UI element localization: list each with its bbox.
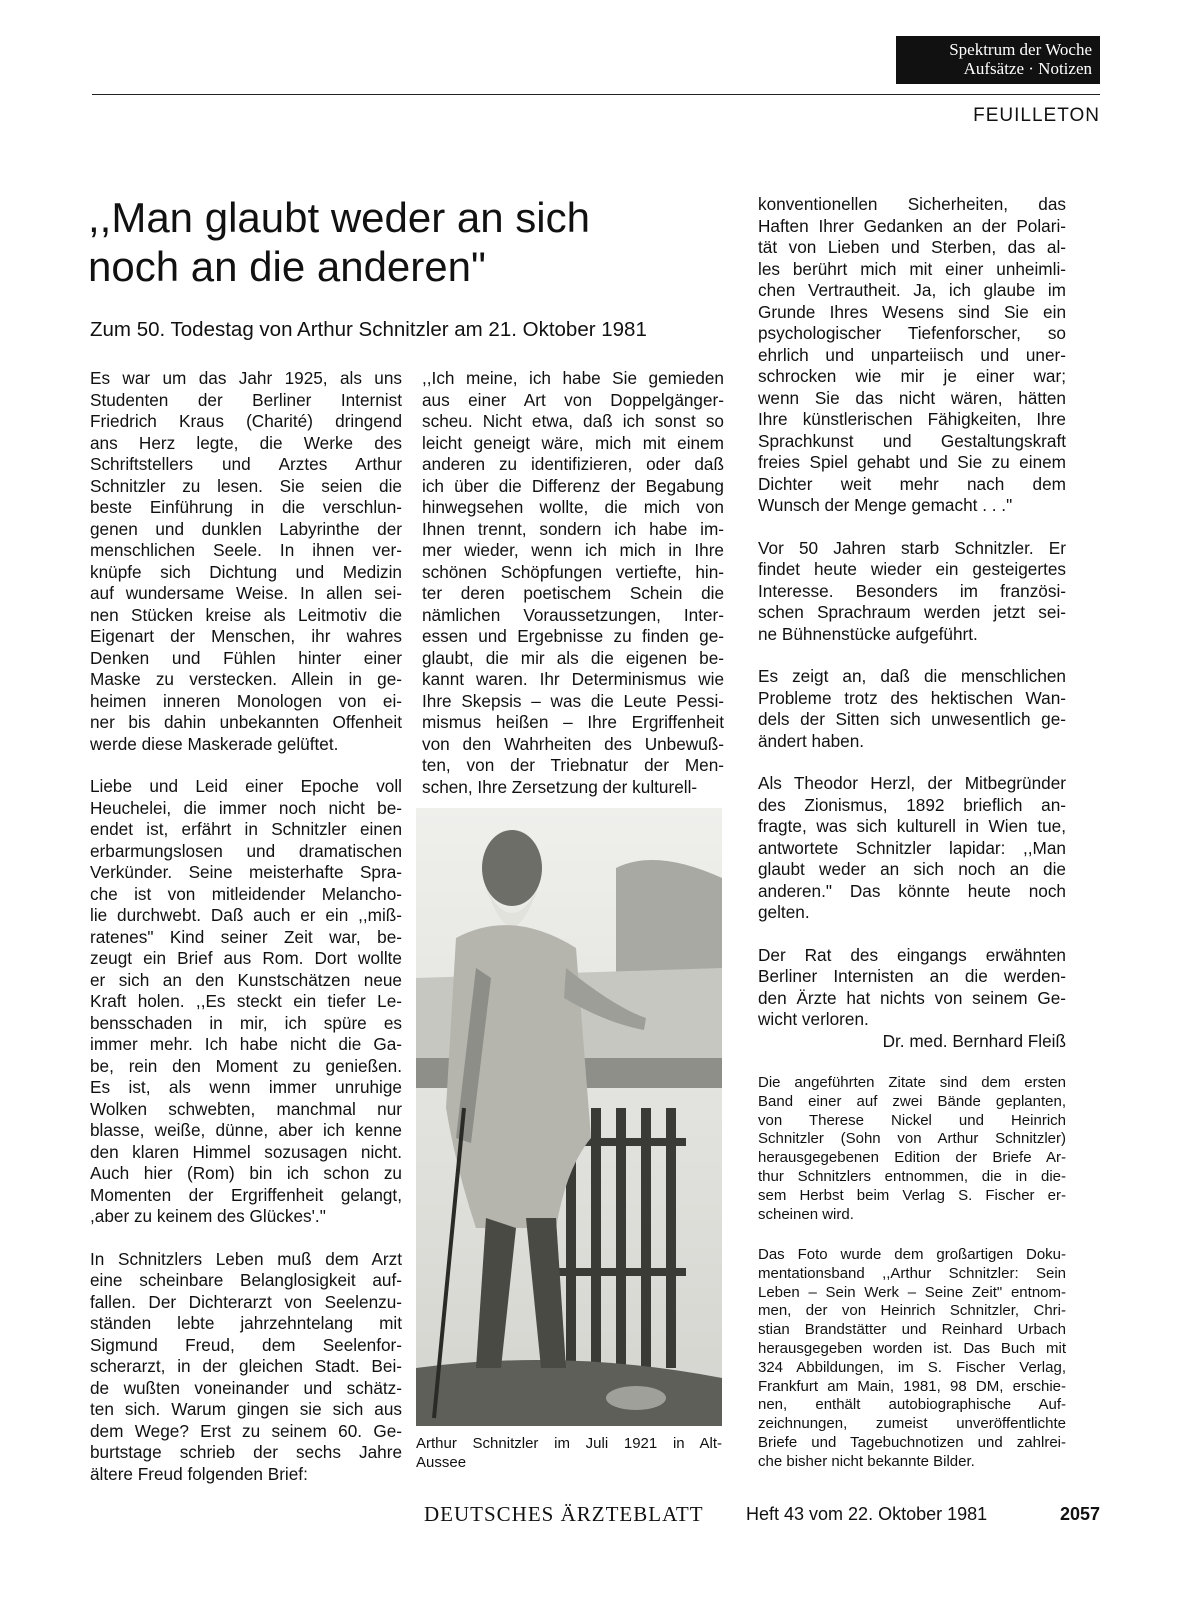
- text-line: Haften Ihrer Gedanken an der Polari-: [758, 215, 1066, 236]
- text-line: ehrlich und unparteiisch und uner-: [758, 344, 1066, 365]
- header-rule: [92, 94, 1100, 95]
- text-column-3: [758, 194, 1066, 1052]
- text-line: Der Rat des eingangs erwähnten: [758, 944, 1066, 965]
- text-line: mer wieder, wenn ich mich in Ihre: [422, 540, 724, 560]
- text-column-1: [90, 368, 402, 1485]
- text-line: kannt waren. Ihr Determinismus wie: [422, 669, 724, 689]
- text-line: zeichnungen, zumeist unveröffentlichte: [758, 1415, 1066, 1433]
- text-line: zeugt ein Brief aus Rom. Dort wollte: [90, 948, 402, 968]
- text-line: ner bis dahin unbekannten Offenheit: [90, 712, 402, 732]
- footnote-photo: [758, 1246, 1066, 1472]
- text-line: fragte, was sich kulturell in Wien tue,: [758, 816, 1066, 836]
- text-line: immer mehr. Ich habe nicht die Ga-: [90, 1034, 402, 1054]
- text-line: menschlichen Seele. In ihnen ver-: [90, 540, 402, 560]
- text-line: schönen Schöpfungen vertiefte, hin-: [422, 561, 724, 582]
- text-line: chen Vertrautheit. Ja, ich glaube im: [758, 280, 1066, 300]
- paragraph-gap: [90, 1228, 402, 1249]
- text-line: nen Stücken kreise als Leitmotiv die: [90, 604, 402, 625]
- footnote-quotes: [758, 1074, 1066, 1224]
- text-line: knüpfe sich Dichtung und Medizin: [90, 561, 402, 582]
- paragraph-gap: [758, 752, 1066, 773]
- text-line: Sprachkunst und Gestaltungskraft: [758, 430, 1066, 451]
- text-line: Eigenart der Menschen, ihr wahres: [90, 626, 402, 646]
- text-line: beste Einführung in die verschlun-: [90, 497, 402, 517]
- text-line: ,aber zu keinem des Glückes'.": [90, 1206, 326, 1226]
- text-line: werde diese Maskerade gelüftet.: [90, 733, 339, 754]
- text-line: nämlichen Voraussetzungen, Inter-: [422, 604, 724, 625]
- text-line: herausgegebenen Edition der Briefe Ar-: [758, 1149, 1066, 1167]
- text-line: Vor 50 Jahren starb Schnitzler. Er: [758, 537, 1066, 558]
- title-line-2: noch an die anderen": [88, 243, 486, 290]
- text-line: Dichter weit mehr nach dem: [758, 473, 1066, 494]
- paragraph-gap: [90, 755, 402, 776]
- text-line: Berliner Internisten an die werden-: [758, 966, 1066, 986]
- text-line: sem Herbst beim Verlag S. Fischer er-: [758, 1186, 1066, 1204]
- text-line: stian Brandstätter und Reinhard Urbach: [758, 1321, 1066, 1339]
- text-line: dels der Sitten sich unwesentlich ge-: [758, 709, 1066, 729]
- text-line: von den Wahrheiten des Unbewuß-: [422, 733, 724, 754]
- text-line: den Ärzte hat nichts von seinem Ge-: [758, 987, 1066, 1008]
- text-line: Aussee: [416, 1454, 467, 1471]
- text-line: Schriftstellers und Arztes Arthur: [90, 454, 402, 474]
- text-line: Arthur Schnitzler im Juli 1921 in Alt-: [416, 1435, 722, 1452]
- text-line: wenn Sie das nicht wären, hätten: [758, 387, 1066, 408]
- portrait-illustration: [416, 808, 722, 1426]
- text-line: scheu. Nicht etwa, daß ich sonst so: [422, 411, 724, 431]
- text-line: Ihnen trennt, sondern ich habe im-: [422, 518, 724, 539]
- paragraph-gap: [758, 924, 1066, 945]
- text-line: lie durchwebt. Daß auch er ein ,,miß-: [90, 905, 402, 925]
- text-line: Das Foto wurde dem großartigen Doku-: [758, 1246, 1066, 1263]
- text-line: les berührt mich mit einer unheimli-: [758, 258, 1066, 279]
- paragraph-gap: [758, 645, 1066, 666]
- text-line: Auch hier (Rom) bin ich schon zu: [90, 1163, 402, 1183]
- text-line: schen, Ihre Zersetzung der kulturell-: [422, 776, 698, 797]
- text-line: fallen. Der Dichterarzt von Seelenzu-: [90, 1291, 402, 1312]
- text-line: findet heute wieder ein gesteigertes: [758, 559, 1066, 579]
- article-subtitle: Zum 50. Todestag von Arthur Schnitzler am 21. Oktober 1981: [90, 318, 647, 341]
- text-line: Ihre Skepsis – was die Leute Pessi-: [422, 690, 724, 711]
- text-line: wicht verloren.: [758, 1009, 869, 1029]
- text-line: burtstage schrieb der sechs Jahre: [90, 1442, 402, 1462]
- text-line: Studenten der Berliner Internist: [90, 389, 402, 410]
- text-line: anderen." Das könnte heute noch: [758, 880, 1066, 901]
- text-line: aus einer Art von Doppelgänger-: [422, 389, 724, 410]
- text-line: gelten.: [758, 902, 810, 922]
- text-line: er sich an den Kunstschätzen neue: [90, 969, 402, 990]
- text-line: Maske zu verstecken. Allein in ge-: [90, 669, 402, 689]
- text-line: scheinen wird.: [758, 1205, 854, 1223]
- badge-line-2: Aufsätze · Notizen: [963, 59, 1092, 78]
- text-line: Friedrich Kraus (Charité) dringend: [90, 411, 402, 431]
- text-line: ter deren poetischem Schein die: [422, 583, 724, 603]
- text-line: glaubt weder an sich noch an die: [758, 859, 1066, 879]
- text-line: ändert haben.: [758, 730, 865, 751]
- text-line: Momenten der Ergriffenheit gelangt,: [90, 1184, 402, 1205]
- text-line: essen und Ergebnisse zu finden ge-: [422, 626, 724, 646]
- text-line: von Therese Nickel und Heinrich: [758, 1111, 1066, 1129]
- text-line: Wolken schwebten, manchmal nur: [90, 1098, 402, 1119]
- text-line: erbarmungslosen und dramatischen: [90, 840, 402, 861]
- text-line: Wunsch der Menge gemacht . . .": [758, 495, 1013, 515]
- text-line: dem Wege? Erst zu seinem 60. Ge-: [90, 1420, 402, 1441]
- text-line: Die angeführten Zitate sind dem ersten: [758, 1074, 1066, 1091]
- text-line: Als Theodor Herzl, der Mitbegründer: [758, 773, 1066, 793]
- text-line: scherarzt, in der gleichen Stadt. Bei-: [90, 1356, 402, 1376]
- text-line: Heuchelei, die immer noch nicht be-: [90, 797, 402, 818]
- author-signature: Dr. med. Bernhard Fleiß: [882, 1030, 1066, 1051]
- text-line: Schnitzler zu lesen. Sie seien die: [90, 475, 402, 496]
- text-line: Ihre künstlerischen Fähigkeiten, Ihre: [758, 409, 1066, 429]
- text-line: endet ist, erfährt in Schnitzler einen: [90, 819, 402, 839]
- text-line: Verkünder. Seine meisterhafte Spra-: [90, 862, 402, 882]
- text-line: tät von Lieben und Sterben, das al-: [758, 237, 1066, 257]
- section-badge: [896, 36, 1100, 84]
- text-line: ten, von der Triebnatur der Men-: [422, 755, 724, 775]
- text-line: ne Bühnenstücke aufgeführt.: [758, 623, 978, 644]
- journal-name: DEUTSCHES ÄRZTEBLATT: [424, 1502, 704, 1526]
- text-line: blasse, weiße, dünne, aber ich kenne: [90, 1120, 402, 1140]
- paragraph-gap: [758, 517, 1066, 538]
- text-line: che bisher nicht bekannte Bilder.: [758, 1452, 975, 1470]
- text-line: Leben – Sein Werk – Seine Zeit" entnom-: [758, 1283, 1066, 1301]
- badge-line-1: Spektrum der Woche: [949, 40, 1092, 59]
- text-line: mismus heißen – Ihre Ergriffenheit: [422, 712, 724, 732]
- text-line: Band einer auf zwei Bände geplanten,: [758, 1092, 1066, 1110]
- text-line: Es zeigt an, daß die menschlichen: [758, 666, 1066, 686]
- text-line: leicht geneigt wäre, mich mit einem: [422, 432, 724, 453]
- text-line: Frankfurt am Main, 1981, 98 DM, erschie-: [758, 1377, 1066, 1395]
- text-line: ten sich. Warum gingen sie sich aus: [90, 1399, 402, 1419]
- text-line: heimen inneren Monologen von ei-: [90, 690, 402, 711]
- page-footer: [424, 1502, 1100, 1532]
- text-line: Schnitzler (Sohn von Arthur Schnitzler): [758, 1130, 1066, 1148]
- text-line: Sigmund Freud, dem Seelenfor-: [90, 1334, 402, 1355]
- portrait-photo: [416, 808, 722, 1426]
- text-line: Es war um das Jahr 1925, als uns: [90, 368, 402, 388]
- text-line: de wußten voneinander und schätz-: [90, 1377, 402, 1398]
- text-line: herausgegeben worden ist. Das Buch mit: [758, 1339, 1066, 1357]
- text-line: In Schnitzlers Leben muß dem Arzt: [90, 1248, 402, 1269]
- section-label: FEUILLETON: [973, 105, 1100, 126]
- text-line: nen, enthält autobiographische Auf-: [758, 1396, 1066, 1414]
- text-line: 324 Abbildungen, im S. Fischer Verlag,: [758, 1358, 1066, 1376]
- text-line: den klaren Himmel sozusagen nicht.: [90, 1141, 402, 1162]
- text-line: schen Sprachraum werden jetzt sei-: [758, 602, 1066, 622]
- text-line: Probleme trotz des hektischen Wan-: [758, 687, 1066, 708]
- text-line: Kraft holen. ,,Es steckt ein tiefer Le-: [90, 991, 402, 1011]
- text-line: des Zionismus, 1892 brieflich an-: [758, 794, 1066, 815]
- text-line: antwortete Schnitzler lapidar: ,,Man: [758, 837, 1066, 858]
- text-line: hinwegsehen wollte, die mich von: [422, 497, 724, 517]
- page-number: 2057: [1059, 1504, 1100, 1524]
- title-line-1: ,,Man glaubt weder an sich: [88, 194, 590, 241]
- text-line: Interesse. Besonders im französi-: [758, 580, 1066, 601]
- text-line: konventionellen Sicherheiten, das: [758, 194, 1066, 214]
- text-line: Es ist, als wenn immer unruhige: [90, 1077, 402, 1097]
- text-line: ständen lebte jahrzehntelang mit: [90, 1313, 402, 1333]
- text-line: glaubt, die mir als die eigenen be-: [422, 647, 724, 668]
- text-line: che ist von mitleidender Melancho-: [90, 883, 402, 904]
- text-line: Liebe und Leid einer Epoche voll: [90, 776, 402, 796]
- text-line: eine scheinbare Belanglosigkeit auf-: [90, 1270, 402, 1290]
- text-line: ans Herz legte, die Werke des: [90, 432, 402, 453]
- text-line: ratenes" Kind seiner Zeit war, be-: [90, 926, 402, 947]
- text-line: freies Spiel gehabt und Sie zu einem: [758, 452, 1066, 472]
- article-title: [88, 193, 698, 291]
- text-line: ,,Ich meine, ich habe Sie gemieden: [422, 368, 724, 388]
- text-line: Denken und Fühlen hinter einer: [90, 647, 402, 668]
- text-line: men, der von Heinrich Schnitzler, Chri-: [758, 1302, 1066, 1320]
- issue-info: Heft 43 vom 22. Oktober 1981: [746, 1504, 988, 1524]
- text-line: Grunde Ihres Wesens sind Sie ein: [758, 301, 1066, 322]
- text-line: bensschaden in mir, ich spüre es: [90, 1012, 402, 1033]
- photo-caption: [416, 1434, 722, 1472]
- text-column-2: [422, 368, 724, 798]
- column-3-body: [758, 194, 1066, 1031]
- text-line: thur Schnitzlers entnommen, die in die-: [758, 1167, 1066, 1185]
- text-line: ältere Freud folgenden Brief:: [90, 1463, 308, 1484]
- text-line: mentationsband ,,Arthur Schnitzler: Sein: [758, 1264, 1066, 1282]
- text-line: genen und dunklen Labyrinthe der: [90, 518, 402, 539]
- text-line: Briefe und Tagebuchnotizen und zahlrei-: [758, 1433, 1066, 1451]
- text-line: auf wundersame Weise. In allen sei-: [90, 583, 402, 603]
- text-line: anderen zu identifizieren, oder daß: [422, 454, 724, 474]
- text-line: be, rein den Moment zu genießen.: [90, 1055, 402, 1076]
- text-line: psychologischer Tiefenforscher, so: [758, 323, 1066, 343]
- text-line: schrocken wie mir je einer war;: [758, 366, 1066, 386]
- text-line: ich über die Differenz der Begabung: [422, 475, 724, 496]
